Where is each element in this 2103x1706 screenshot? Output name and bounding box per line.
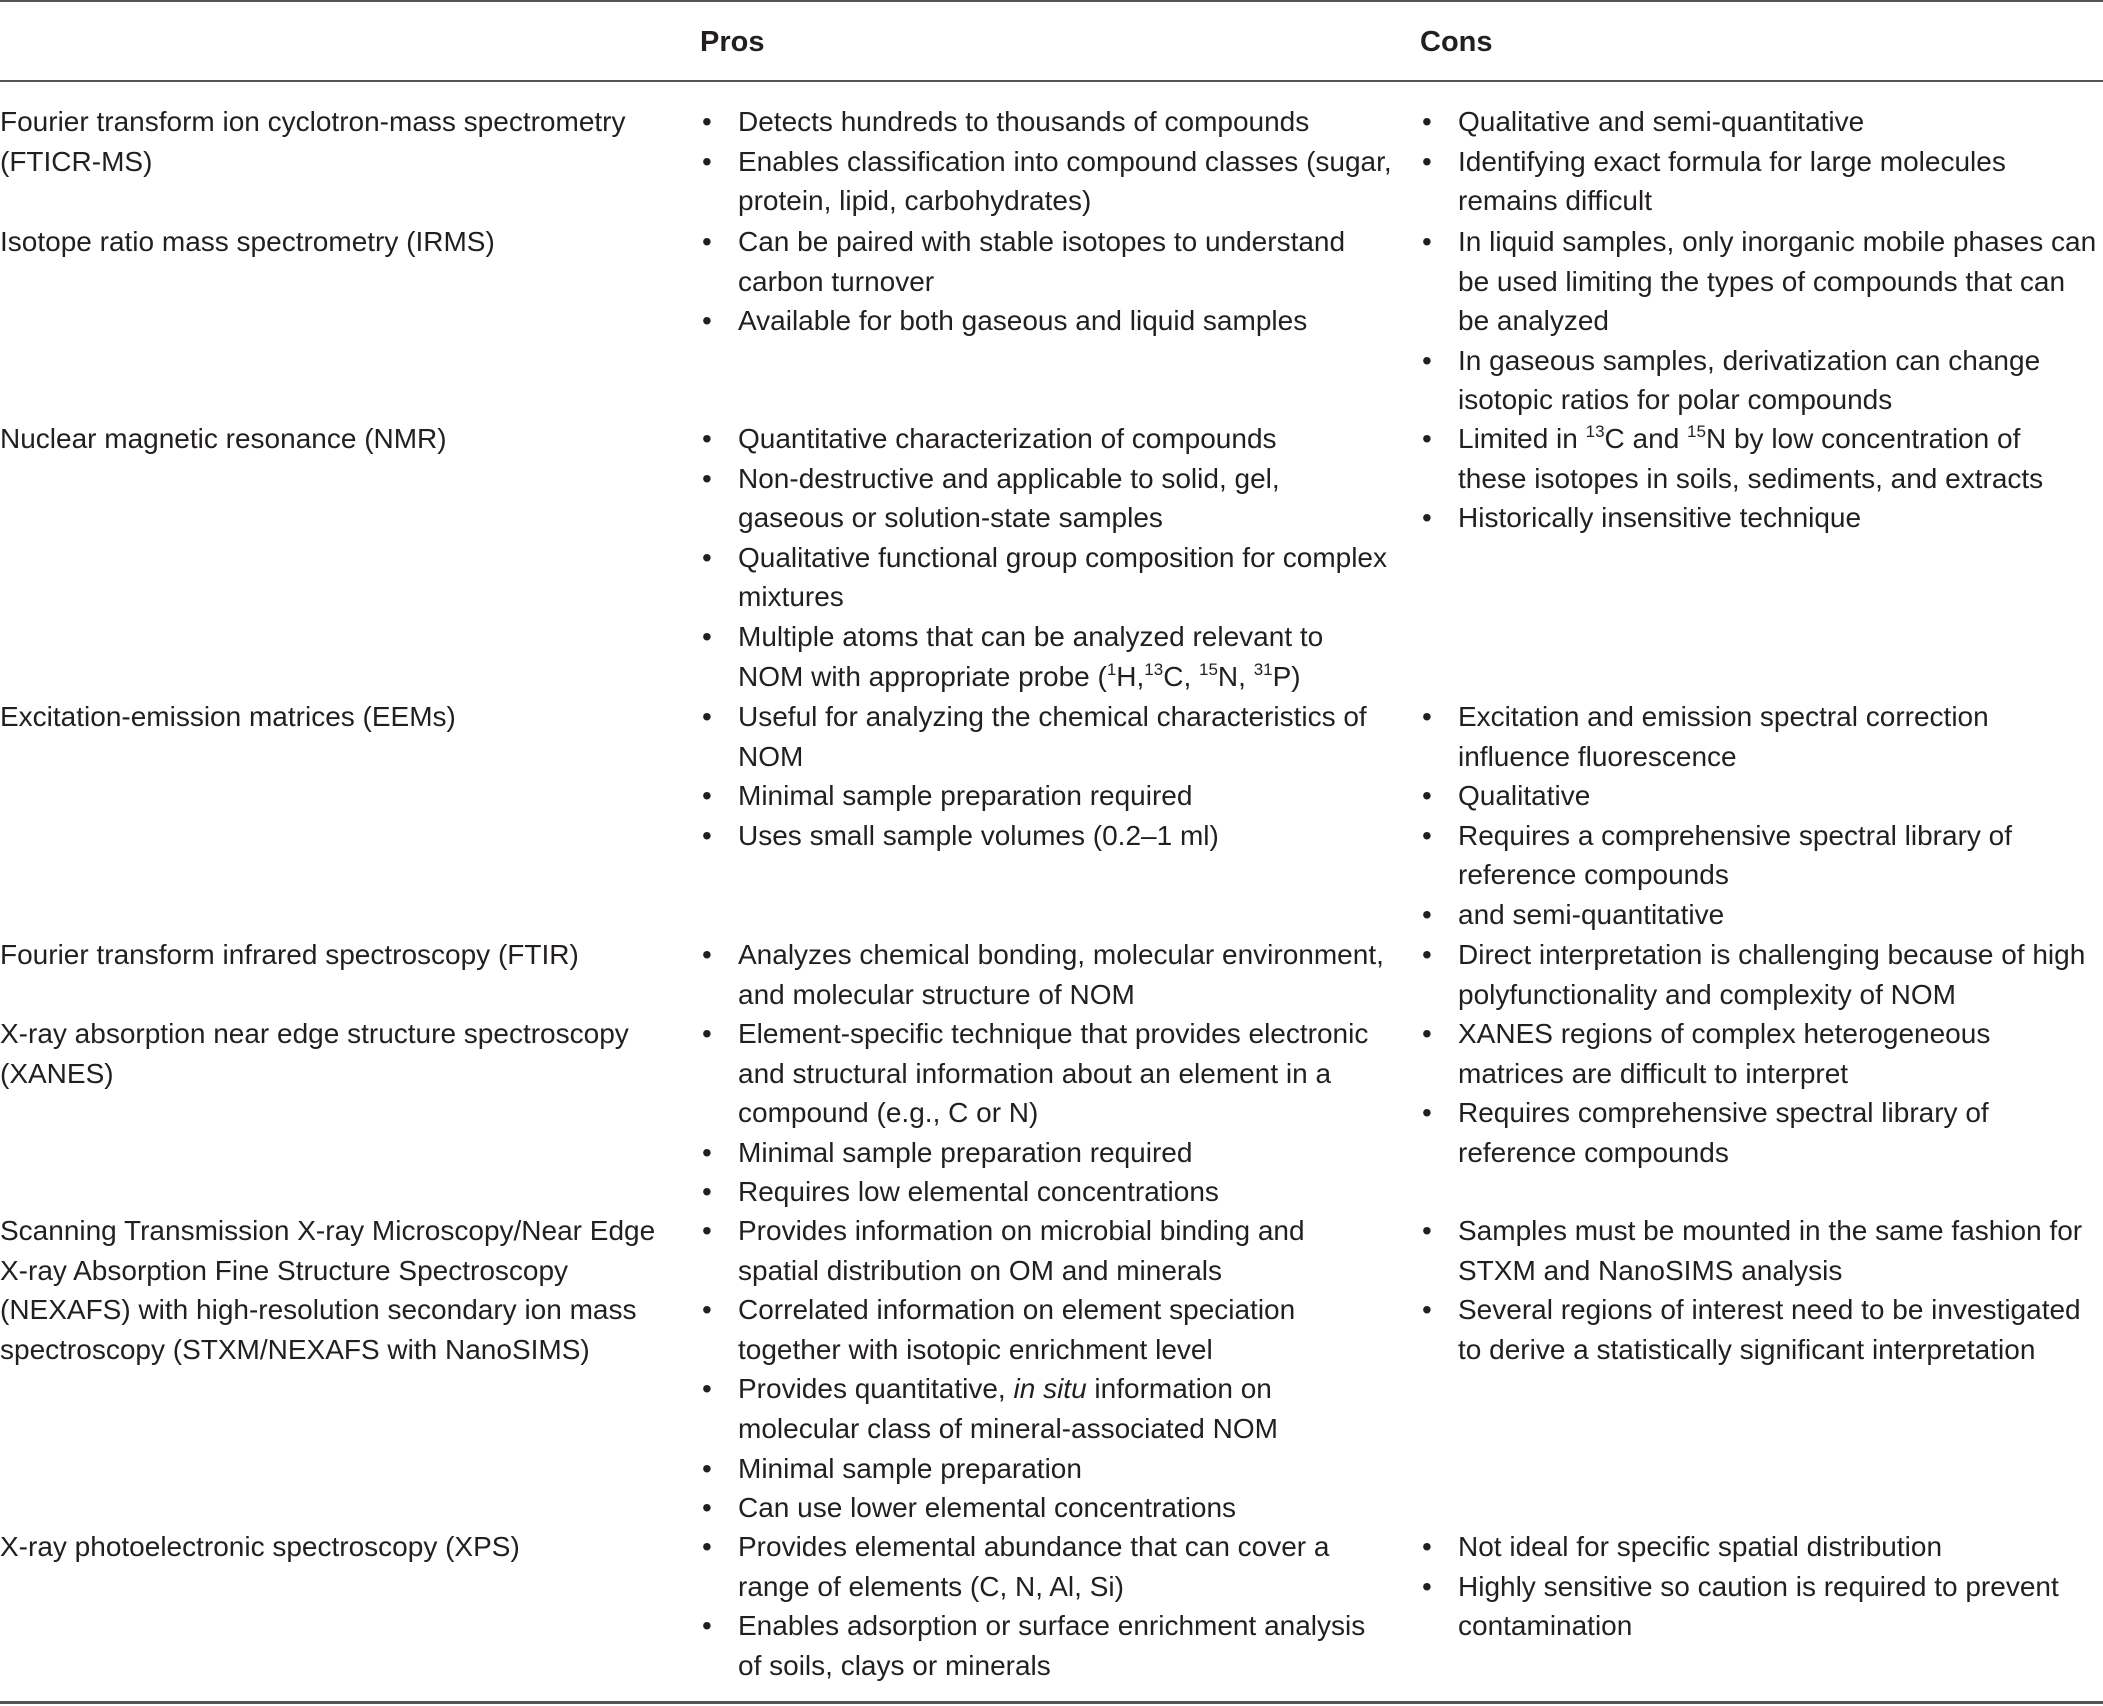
cons-item-text: In liquid samples, only inorganic mobile phases can be used limiting the types of compounds that can be analyzed xyxy=(1458,226,2097,337)
bullet-icon: • xyxy=(702,701,712,732)
pros-item xyxy=(700,419,1400,459)
pros-item xyxy=(700,776,1400,816)
pros-item xyxy=(700,1488,1400,1528)
bullet-icon: • xyxy=(1422,1097,1432,1129)
pros-item-text: Minimal sample preparation xyxy=(738,1452,1082,1484)
cons-cell xyxy=(1420,102,2103,221)
pros-item xyxy=(700,459,1400,538)
pros-item-text: Qualitative functional group composition for complex mixtures xyxy=(738,541,1388,613)
technique-cell: X-ray absorption near edge structure spectroscopy (XANES) xyxy=(0,1018,629,1089)
cons-item xyxy=(1420,142,2103,221)
bullet-icon: • xyxy=(702,780,712,812)
cons-item-text: Historically insensitive technique xyxy=(1458,502,1862,534)
cons-item xyxy=(1420,1014,2103,1093)
technique-cell: Fourier transform ion cyclotron-mass spectrometry (FTICR-MS) xyxy=(0,106,626,177)
bullet-icon: • xyxy=(702,226,712,257)
pros-item xyxy=(700,222,1400,301)
bullet-icon: • xyxy=(702,305,712,337)
pros-item xyxy=(700,935,1400,1014)
bullet-icon: • xyxy=(702,1610,712,1642)
cons-item xyxy=(1420,895,2103,935)
bullet-icon: • xyxy=(702,1373,712,1405)
pros-item xyxy=(700,816,1400,856)
pros-item-text: Analyzes chemical bonding, molecular environment, and molecular structure of NOM xyxy=(738,939,1384,1010)
pros-cell xyxy=(700,222,1400,341)
pros-list xyxy=(700,1527,1400,1685)
cons-cell xyxy=(1420,1527,2103,1646)
cons-item-text: Identifying exact formula for large molecules remains difficult xyxy=(1458,145,2006,217)
bullet-icon: • xyxy=(702,145,712,177)
pros-item-text: Can use lower elemental concentrations xyxy=(738,1492,1237,1524)
cons-item-text: In gaseous samples, derivatization can change isotopic ratios for polar compounds xyxy=(1458,344,2041,416)
technique-cell: X-ray photoelectronic spectroscopy (XPS) xyxy=(0,1531,520,1562)
cons-item xyxy=(1420,1093,2103,1172)
bullet-icon: • xyxy=(702,541,712,573)
bullet-icon: • xyxy=(1422,1018,1432,1049)
pros-item-text: Correlated information on element speciation together with isotopic enrichment level xyxy=(738,1294,1296,1365)
pros-item-text: Enables classification into compound classes (sugar, protein, lipid, carbohydrates) xyxy=(738,145,1392,217)
pros-item-text: Enables adsorption or surface enrichment analysis of soils, clays or minerals xyxy=(738,1610,1366,1681)
cons-item-text: Highly sensitive so caution is required to prevent contamination xyxy=(1458,1570,2059,1642)
pros-item xyxy=(700,1172,1400,1212)
bullet-icon: • xyxy=(702,819,712,851)
bullet-icon: • xyxy=(1422,819,1432,851)
technique-cell: Excitation-emission matrices (EEMs) xyxy=(0,701,456,732)
pros-item xyxy=(700,1290,1400,1369)
bullet-icon: • xyxy=(1422,226,1432,257)
pros-item-text: Can be paired with stable isotopes to understand carbon turnover xyxy=(738,226,1346,297)
pros-item xyxy=(700,1014,1400,1133)
bullet-icon: • xyxy=(702,939,712,970)
cons-item xyxy=(1420,1567,2103,1646)
bullet-icon: • xyxy=(1422,1294,1432,1326)
cons-item xyxy=(1420,1211,2103,1290)
header-pros: Pros xyxy=(700,26,765,58)
pros-item-text: Useful for analyzing the chemical characteristics of NOM xyxy=(738,701,1367,772)
pros-cell xyxy=(700,419,1400,696)
pros-cell xyxy=(700,1527,1400,1685)
pros-item xyxy=(700,1606,1400,1685)
pros-list xyxy=(700,102,1400,221)
pros-list xyxy=(700,419,1400,696)
cons-list xyxy=(1420,419,2103,538)
cons-list xyxy=(1420,102,2103,221)
cons-list xyxy=(1420,935,2103,1014)
pros-item-text: Quantitative characterization of compounds xyxy=(738,423,1277,454)
pros-cell xyxy=(700,1014,1400,1212)
bullet-icon: • xyxy=(1422,1570,1432,1602)
technique-cell: Fourier transform infrared spectroscopy (FTIR) xyxy=(0,939,579,970)
cons-cell xyxy=(1420,935,2103,1014)
pros-item xyxy=(700,142,1400,221)
cons-item-text: Qualitative xyxy=(1458,780,1591,812)
cons-item-text: Requires comprehensive spectral library of reference compounds xyxy=(1458,1097,1989,1168)
bullet-icon: • xyxy=(1422,939,1432,970)
pros-item-text: Provides quantitative, in situ information on molecular class of mineral-associated NOM xyxy=(738,1373,1278,1444)
bullet-icon: • xyxy=(702,423,712,454)
cons-item-text: Excitation and emission spectral correction influence fluorescence xyxy=(1458,701,1989,772)
header-cons: Cons xyxy=(1420,26,1493,58)
pros-list xyxy=(700,935,1400,1014)
cons-item xyxy=(1420,1527,2103,1567)
bullet-icon: • xyxy=(702,1018,712,1049)
pros-item-text: Available for both gaseous and liquid samples xyxy=(738,305,1308,337)
pros-item xyxy=(700,617,1400,696)
cons-list xyxy=(1420,1014,2103,1172)
bullet-icon: • xyxy=(1422,780,1432,812)
cons-item-text: Requires a comprehensive spectral library of reference compounds xyxy=(1458,819,2013,891)
bullet-icon: • xyxy=(702,106,712,137)
cons-item xyxy=(1420,341,2103,420)
table-bottom-rule xyxy=(0,1701,2103,1704)
pros-list xyxy=(700,1211,1400,1528)
cons-item-text: Samples must be mounted in the same fashion for STXM and NanoSIMS analysis xyxy=(1458,1215,2083,1286)
bullet-icon: • xyxy=(1422,898,1432,930)
cons-item-text: Several regions of interest need to be investigated to derive a statistically significant interpretation xyxy=(1458,1294,2081,1365)
bullet-icon: • xyxy=(702,462,712,494)
cons-item xyxy=(1420,935,2103,1014)
pros-item-text: Requires low elemental concentrations xyxy=(738,1176,1219,1208)
pros-item-text: Multiple atoms that can be analyzed relevant to NOM with appropriate probe ($^1$H,$^{13}$C, $^{15}$N, $^{31}$P) xyxy=(738,620,1324,692)
bullet-icon: • xyxy=(1422,344,1432,376)
bullet-icon: • xyxy=(702,1176,712,1208)
cons-list xyxy=(1420,1211,2103,1369)
pros-cell xyxy=(700,1211,1400,1528)
pros-item-text: Minimal sample preparation required xyxy=(738,1136,1193,1168)
pros-list xyxy=(700,222,1400,341)
pros-item-text: Detects hundreds to thousands of compounds xyxy=(738,106,1310,137)
pros-item xyxy=(700,697,1400,776)
pros-item xyxy=(700,301,1400,341)
bullet-icon: • xyxy=(1422,106,1432,137)
cons-cell xyxy=(1420,1014,2103,1172)
technique-cell: Isotope ratio mass spectrometry (IRMS) xyxy=(0,226,495,257)
cons-list xyxy=(1420,222,2103,420)
bullet-icon: • xyxy=(702,1452,712,1484)
cons-item xyxy=(1420,498,2103,538)
pros-item-text: Minimal sample preparation required xyxy=(738,780,1193,812)
pros-item-text: Provides information on microbial binding and spatial distribution on OM and minerals xyxy=(738,1215,1305,1286)
cons-cell xyxy=(1420,697,2103,935)
technique-cell: Scanning Transmission X-ray Microscopy/Near Edge X-ray Absorption Fine Structure Spectroscopy (NEXAFS) with high-resolution secondary ion mass spectroscopy (STXM/NEXAFS with NanoSIMS) xyxy=(0,1215,656,1365)
pros-item-text: Uses small sample volumes (0.2–1 ml) xyxy=(738,819,1219,851)
cons-item xyxy=(1420,776,2103,816)
bullet-icon: • xyxy=(1422,423,1432,454)
pros-item xyxy=(700,102,1400,142)
cons-item-text: Qualitative and semi-quantitative xyxy=(1458,106,1865,137)
pros-item xyxy=(700,1527,1400,1606)
cons-list xyxy=(1420,697,2103,935)
pros-cell xyxy=(700,697,1400,855)
pros-item xyxy=(700,1449,1400,1489)
bullet-icon: • xyxy=(1422,502,1432,534)
pros-list xyxy=(700,697,1400,855)
cons-item-text: Limited in $^{13}$C and $^{15}$N by low concentration of these isotopes in soils, sediments, and extracts xyxy=(1458,422,2044,494)
pros-item xyxy=(700,1133,1400,1173)
cons-item-text: Direct interpretation is challenging because of high polyfunctionality and complexity of NOM xyxy=(1458,939,2086,1010)
cons-cell xyxy=(1420,419,2103,538)
cons-item xyxy=(1420,816,2103,895)
cons-cell xyxy=(1420,1211,2103,1369)
table-top-rule xyxy=(0,0,2103,2)
header-rule xyxy=(0,80,2103,82)
bullet-icon: • xyxy=(702,1294,712,1326)
cons-item xyxy=(1420,419,2103,498)
bullet-icon: • xyxy=(1422,145,1432,177)
bullet-icon: • xyxy=(1422,1215,1432,1246)
bullet-icon: • xyxy=(702,1136,712,1168)
pros-cell xyxy=(700,102,1400,221)
cons-item xyxy=(1420,1290,2103,1369)
pros-item-text: Element-specific technique that provides electronic and structural information about an element in a compound (e.g., C or N) xyxy=(738,1018,1369,1129)
bullet-icon: • xyxy=(702,1215,712,1246)
cons-list xyxy=(1420,1527,2103,1646)
cons-item xyxy=(1420,102,2103,142)
pros-item xyxy=(700,1211,1400,1290)
pros-item-text: Provides elemental abundance that can cover a range of elements (C, N, Al, Si) xyxy=(738,1531,1330,1602)
pros-item xyxy=(700,1369,1400,1448)
pros-cell xyxy=(700,935,1400,1014)
pros-item xyxy=(700,538,1400,617)
cons-cell xyxy=(1420,222,2103,420)
cons-item xyxy=(1420,222,2103,341)
cons-item-text: Not ideal for specific spatial distribution xyxy=(1458,1531,1943,1562)
bullet-icon: • xyxy=(1422,701,1432,732)
pros-item-text: Non-destructive and applicable to solid, gel, gaseous or solution-state samples xyxy=(738,462,1280,534)
pros-list xyxy=(700,1014,1400,1212)
cons-item xyxy=(1420,697,2103,776)
technique-cell: Nuclear magnetic resonance (NMR) xyxy=(0,423,447,454)
bullet-icon: • xyxy=(702,620,712,652)
bullet-icon: • xyxy=(1422,1531,1432,1562)
cons-item-text: and semi-quantitative xyxy=(1458,898,1725,930)
bullet-icon: • xyxy=(702,1492,712,1524)
bullet-icon: • xyxy=(702,1531,712,1562)
cons-item-text: XANES regions of complex heterogeneous matrices are difficult to interpret xyxy=(1458,1018,1991,1089)
